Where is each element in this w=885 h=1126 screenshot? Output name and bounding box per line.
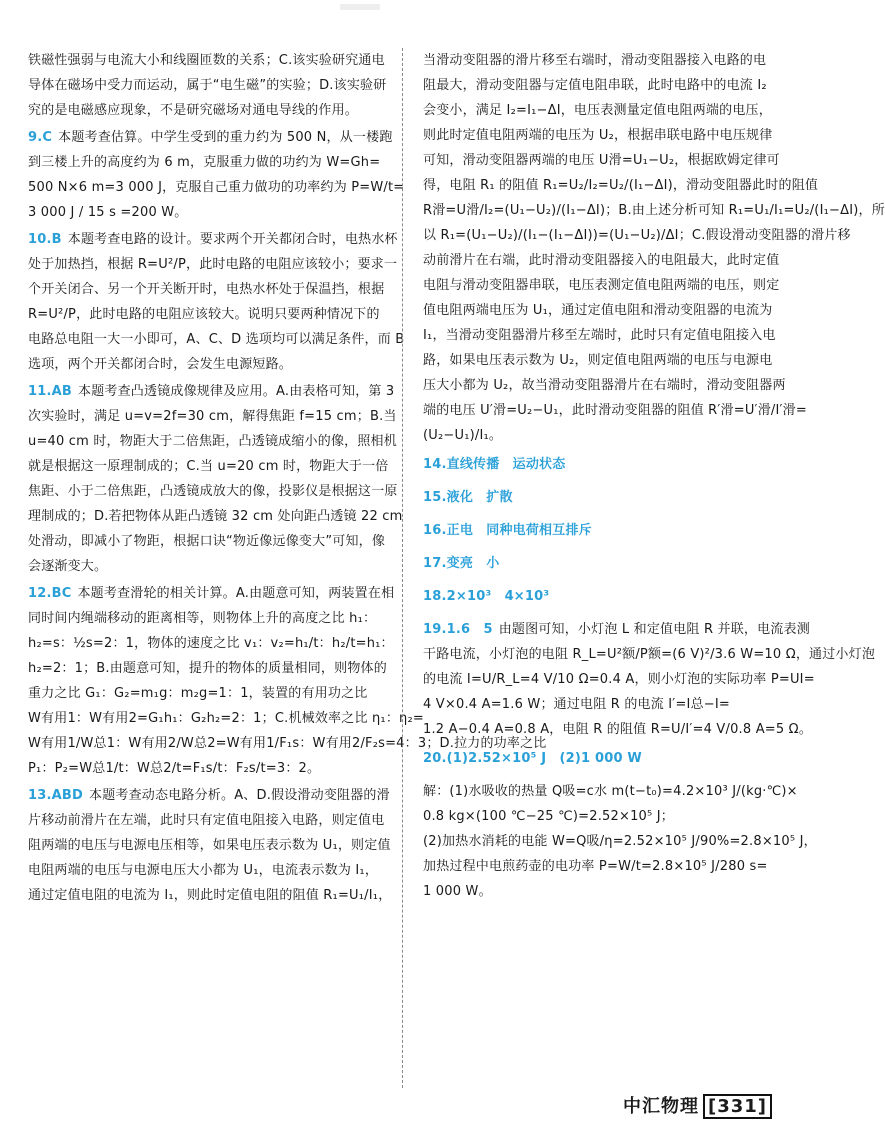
answer-line (423, 746, 778, 771)
text-line: P₁：P₂=W总1/t：W总2/t=F₁s/t：F₂s/t=3：2。 (28, 761, 321, 776)
text-line: 加热过程中电煎药壶的电功率 P=W/t=2.8×10⁵ J/280 s= (423, 859, 768, 874)
text-line: 19.1.6 5 由题图可知，小灯泡 L 和定值电阻 R 并联，电流表测 (423, 622, 810, 637)
text-line: 1.2 A−0.4 A=0.8 A，电阻 R 的阻值 R=U/I′=4 V/0.8 A=5 Ω。 (423, 722, 813, 737)
text-line: 处滑动，即减小了物距，根据口诀“物近像远像变大”可知，像 (28, 534, 386, 549)
text-line: I₁，当滑动变阻器滑片移至左端时，此时只有定值电阻接入电 (423, 328, 776, 343)
solution-item (28, 48, 387, 123)
text-line: 电阻与滑动变阻器串联，电压表测定值电阻两端的电压，则定 (423, 278, 780, 293)
text-line: 1 000 W。 (423, 884, 492, 899)
text-line: 阻最大，滑动变阻器与定值电阻串联，此时电路中的电流 I₂ (423, 78, 767, 93)
solution-item (423, 48, 885, 448)
text-line: 就是根据这一原理制成的；C.当 u=20 cm 时，物距大于一倍 (28, 459, 389, 474)
question-number: 13.ABD (28, 788, 83, 803)
text-line: 值电阻两端电压为 U₁，通过定值电阻和滑动变阻器的电流为 (423, 303, 773, 318)
text-line: 通过定值电阻的电流为 I₁，则此时定值电阻的阻值 R₁=U₁/I₁， (28, 888, 392, 903)
right-column (423, 48, 885, 906)
text-line: 以 R₁=(U₁−U₂)/(I₁−(I₁−ΔI))=(U₁−U₂)/ΔI；C.假设滑动变阻器的滑片移 (423, 228, 851, 243)
text-line: 到三楼上升的高度约为 6 m，克服重力做的功约为 W=Gh= (28, 155, 381, 170)
text-line: 11.AB 本题考查凸透镜成像规律及应用。A.由表格可知，第 3 (28, 384, 395, 399)
text-line: W有用1：W有用2=G₁h₁：G₂h₂=2：1；C.机械效率之比 η₁：η₂= (28, 711, 424, 726)
text-line: 12.BC 本题考查滑轮的相关计算。A.由题意可知，两装置在相 (28, 586, 395, 601)
text-line: 会变小，满足 I₂=I₁−ΔI，电压表测量定值电阻两端的电压， (423, 103, 772, 118)
text-line: 导体在磁场中受力而运动，属于“电生磁”的实验；D.该实验研 (28, 78, 387, 93)
text-line: 当滑动变阻器的滑片移至右端时，滑动变阻器接入电路的电 (423, 53, 767, 68)
text-line: 路，如果电压表示数为 U₂，则定值电阻两端的电压与电源电 (423, 353, 773, 368)
column-divider (402, 48, 403, 1088)
text-line: 铁磁性强弱与电流大小和线圈匝数的关系；C.该实验研究通电 (28, 53, 385, 68)
solution-item (28, 783, 392, 908)
text-line: 9.C 本题考查估算。中学生受到的重力约为 500 N，从一楼跑 (28, 130, 393, 145)
text-line: 会逐渐变大。 (28, 559, 108, 574)
text-line: 动前滑片在右端，此时滑动变阻器接入的电阻最大，此时定值 (423, 253, 780, 268)
solution-item (28, 125, 405, 225)
text-line: 500 N×6 m=3 000 J，克服自己重力做功的功率约为 P=W/t= (28, 180, 405, 195)
text-line: 阻两端的电压与电源电压相等，如果电压表示数为 U₁，则定值 (28, 838, 391, 853)
question-number: 10.B (28, 232, 62, 247)
text-line: 电阻两端的电压与电源电压大小都为 U₁，电流表示数为 I₁， (28, 863, 379, 878)
text-line: 个开关闭合、另一个开关断开时，电热水杯处于保温挡，根据 (28, 282, 385, 297)
text-line: u=40 cm 时，物距大于二倍焦距，凸透镜成缩小的像，照相机 (28, 434, 397, 449)
text-line: (U₂−U₁)/I₁。 (423, 428, 503, 443)
text-line: 则此时定值电阻两端的电压为 U₂，根据串联电路中电压规律 (423, 128, 773, 143)
text-line: 解：(1)水吸收的热量 Q吸=c水 m(t−t₀)=4.2×10³ J/(kg·℃)× (423, 784, 798, 799)
solution-item (423, 617, 876, 742)
text-line: 干路电流，小灯泡的电阻 R_L=U²额/P额=(6 V)²/3.6 W=10 Ω，通过小灯泡 (423, 647, 876, 662)
text-line: 选项，两个开关都闭合时，会发生电源短路。 (28, 357, 293, 372)
answer-line: 18.2×10³ 4×10³ (423, 589, 550, 604)
book-title: 中汇物理 (622, 1096, 699, 1117)
text-line: 究的是电磁感应现象，不是研究磁场对通电导线的作用。 (28, 103, 359, 118)
question-number: 19.1.6 5 (423, 622, 493, 637)
text-line: 重力之比 G₁：G₂=m₁g：m₂g=1：1，装置的有用功之比 (28, 686, 368, 701)
text-line: h₂=s：½s=2：1，物体的速度之比 v₁：v₂=h₁/t：h₂/t=h₁： (28, 636, 394, 651)
text-line: 10.B 本题考查电路的设计。要求两个开关都闭合时，电热水杯 (28, 232, 398, 247)
text-line: W有用1/W总1：W有用2/W总2=W有用1/F₁s：W有用2/F₂s=4：3；D.拉力的功率之比 (28, 736, 547, 751)
page-footer (623, 1092, 772, 1118)
text-line: 电路总电阻一大一小即可，A、C、D 选项均可以满足条件，而 B (28, 332, 405, 347)
text-line: 4 V×0.4 A=1.6 W；通过电阻 R 的电流 I′=I总−I= (423, 697, 731, 712)
text-line: 处于加热挡，根据 R=U²/P，此时电路的电阻应该较小；要求一 (28, 257, 398, 272)
text-line: 次实验时，满足 u=v=2f=30 cm，解得焦距 f=15 cm；B.当 (28, 409, 397, 424)
question-number: 12.BC (28, 586, 72, 601)
text-line: R=U²/P，此时电路的电阻应该较大。说明只要两种情况下的 (28, 307, 380, 322)
text-line: h₂=2：1；B.由题意可知，提升的物体的质量相同，则物体的 (28, 661, 387, 676)
text-line: 片移动前滑片在左端，此时只有定值电阻接入电路，则定值电 (28, 813, 385, 828)
answer-line: 16.正电 同种电荷相互排斥 (423, 523, 592, 538)
page-number: [331] (703, 1094, 772, 1119)
solution-item (423, 746, 817, 904)
text-line: 的电流 I=U/R_L=4 V/10 Ω=0.4 A，则小灯泡的实际功率 P=UI= (423, 672, 815, 687)
text-line: R滑=U滑/I₂=(U₁−U₂)/(I₁−ΔI)；B.由上述分析可知 R₁=U₁/I₁=U₂/(I₁−ΔI)，所 (423, 203, 885, 218)
answer-line: 14.直线传播 运动状态 (423, 457, 566, 472)
solution-item (28, 379, 403, 579)
solution-item (28, 227, 405, 377)
text-line: 同时间内绳端移动的距离相等，则物体上升的高度之比 h₁： (28, 611, 377, 626)
question-number: 11.AB (28, 384, 72, 399)
question-number: 9.C (28, 130, 53, 145)
text-line: 可知，滑动变阻器两端的电压 U滑=U₁−U₂，根据欧姆定律可 (423, 153, 780, 168)
text-line: (2)加热水消耗的电能 W=Q吸/η=2.52×10⁵ J/90%=2.8×10⁵ J， (423, 834, 817, 849)
scan-mark (340, 4, 380, 10)
text-line: 端的电压 U′滑=U₂−U₁，此时滑动变阻器的阻值 R′滑=U′滑/I′滑= (423, 403, 807, 418)
text-line: 得，电阻 R₁ 的阻值 R₁=U₂/I₂=U₂/(I₁−ΔI)，滑动变阻器此时的阻值 (423, 178, 819, 193)
text-line: 理制成的；D.若把物体从距凸透镜 32 cm 处向距凸透镜 22 cm (28, 509, 403, 524)
text-line: 13.ABD 本题考查动态电路分析。A、D.假设滑动变阻器的滑 (28, 788, 390, 803)
question-number: 20.(1)2.52×10⁵ J (2)1 000 W (423, 751, 642, 766)
text-line: 压大小都为 U₂，故当滑动变阻器滑片在右端时，滑动变阻器两 (423, 378, 786, 393)
text-line: 焦距、小于二倍焦距，凸透镜成放大的像，投影仪是根据这一原 (28, 484, 398, 499)
answer-line: 15.液化 扩散 (423, 490, 513, 505)
answer-line: 17.变亮 小 (423, 556, 500, 571)
text-line: 3 000 J / 15 s =200 W。 (28, 205, 188, 220)
text-line: 0.8 kg×(100 ℃−25 ℃)=2.52×10⁵ J； (423, 809, 674, 824)
